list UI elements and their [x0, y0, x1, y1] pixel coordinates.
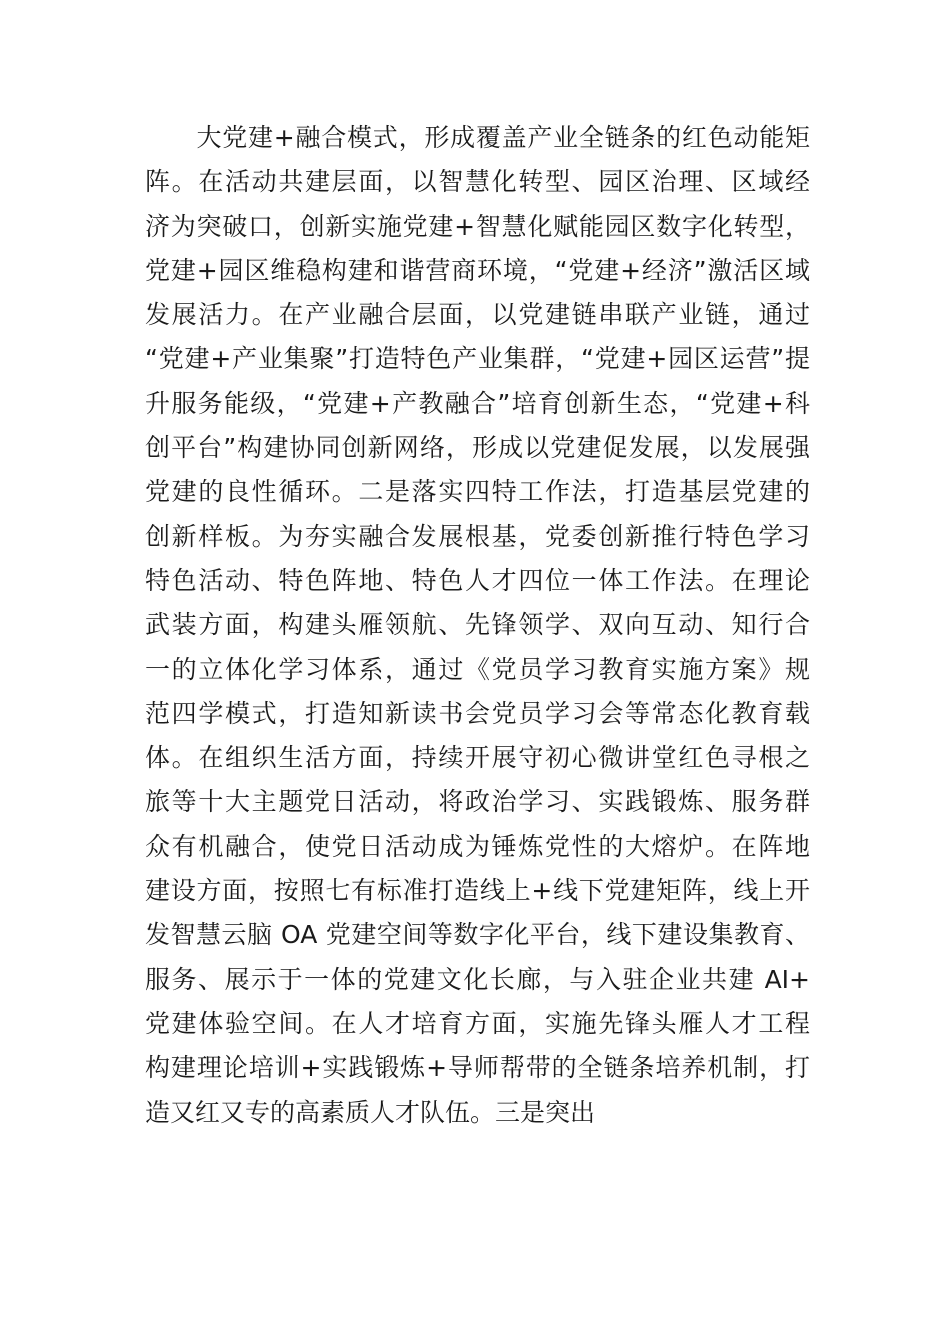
text-line: 党建体验空间。在人才培育方面，实施先锋头雁人才工程 [145, 1008, 810, 1038]
text-line: 范四学模式，打造知新读书会党员学习会等常态化教育载 [145, 698, 810, 728]
text-line: 阵。在活动共建层面，以智慧化转型、园区治理、区域经 [145, 167, 810, 197]
text-line: 发智慧云脑 OA 党建空间等数字化平台，线下建设集教育、 [145, 920, 810, 950]
text-line: “党建+产业集聚”打造特色产业集群，“党建+园区运营”提 [145, 344, 810, 374]
text-line: 党建的良性循环。二是落实四特工作法，打造基层党建的 [145, 477, 810, 507]
text-line: 发展活力。在产业融合层面，以党建链串联产业链，通过 [145, 300, 810, 330]
text-line: 服务、展示于一体的党建文化长廊，与入驻企业共建 AI+ [145, 964, 810, 994]
text-line: 党建+园区维稳构建和谐营商环境，“党建+经济”激活区域 [145, 255, 810, 285]
text-line: 一的立体化学习体系，通过《党员学习教育实施方案》规 [145, 654, 810, 684]
text-line: 武装方面，构建头雁领航、先锋领学、双向互动、知行合 [145, 610, 810, 640]
body-paragraph [145, 116, 810, 1135]
text-line: 特色活动、特色阵地、特色人才四位一体工作法。在理论 [145, 565, 810, 595]
text-line: 众有机融合，使党日活动成为锤炼党性的大熔炉。在阵地 [145, 831, 810, 861]
text-line: 创平台”构建协同创新网络，形成以党建促发展，以发展强 [145, 433, 810, 463]
text-line: 创新样板。为夯实融合发展根基，党委创新推行特色学习 [145, 521, 810, 551]
text-line: 建设方面，按照七有标准打造线上+线下党建矩阵，线上开 [145, 876, 810, 906]
text-line: 构建理论培训+实践锻炼+导师帮带的全链条培养机制，打 [145, 1053, 810, 1083]
text-line: 造又红又专的高素质人才队伍。三是突出 [145, 1097, 596, 1127]
text-line: 体。在组织生活方面，持续开展守初心微讲堂红色寻根之 [145, 743, 810, 773]
text-line: 升服务能级，“党建+产教融合”培育创新生态，“党建+科 [145, 388, 810, 418]
text-line: 济为突破口，创新实施党建+智慧化赋能园区数字化转型， [145, 211, 810, 241]
text-line: 大党建+融合模式，形成覆盖产业全链条的红色动能矩 [145, 123, 810, 152]
text-line: 旅等十大主题党日活动，将政治学习、实践锻炼、服务群 [145, 787, 810, 817]
